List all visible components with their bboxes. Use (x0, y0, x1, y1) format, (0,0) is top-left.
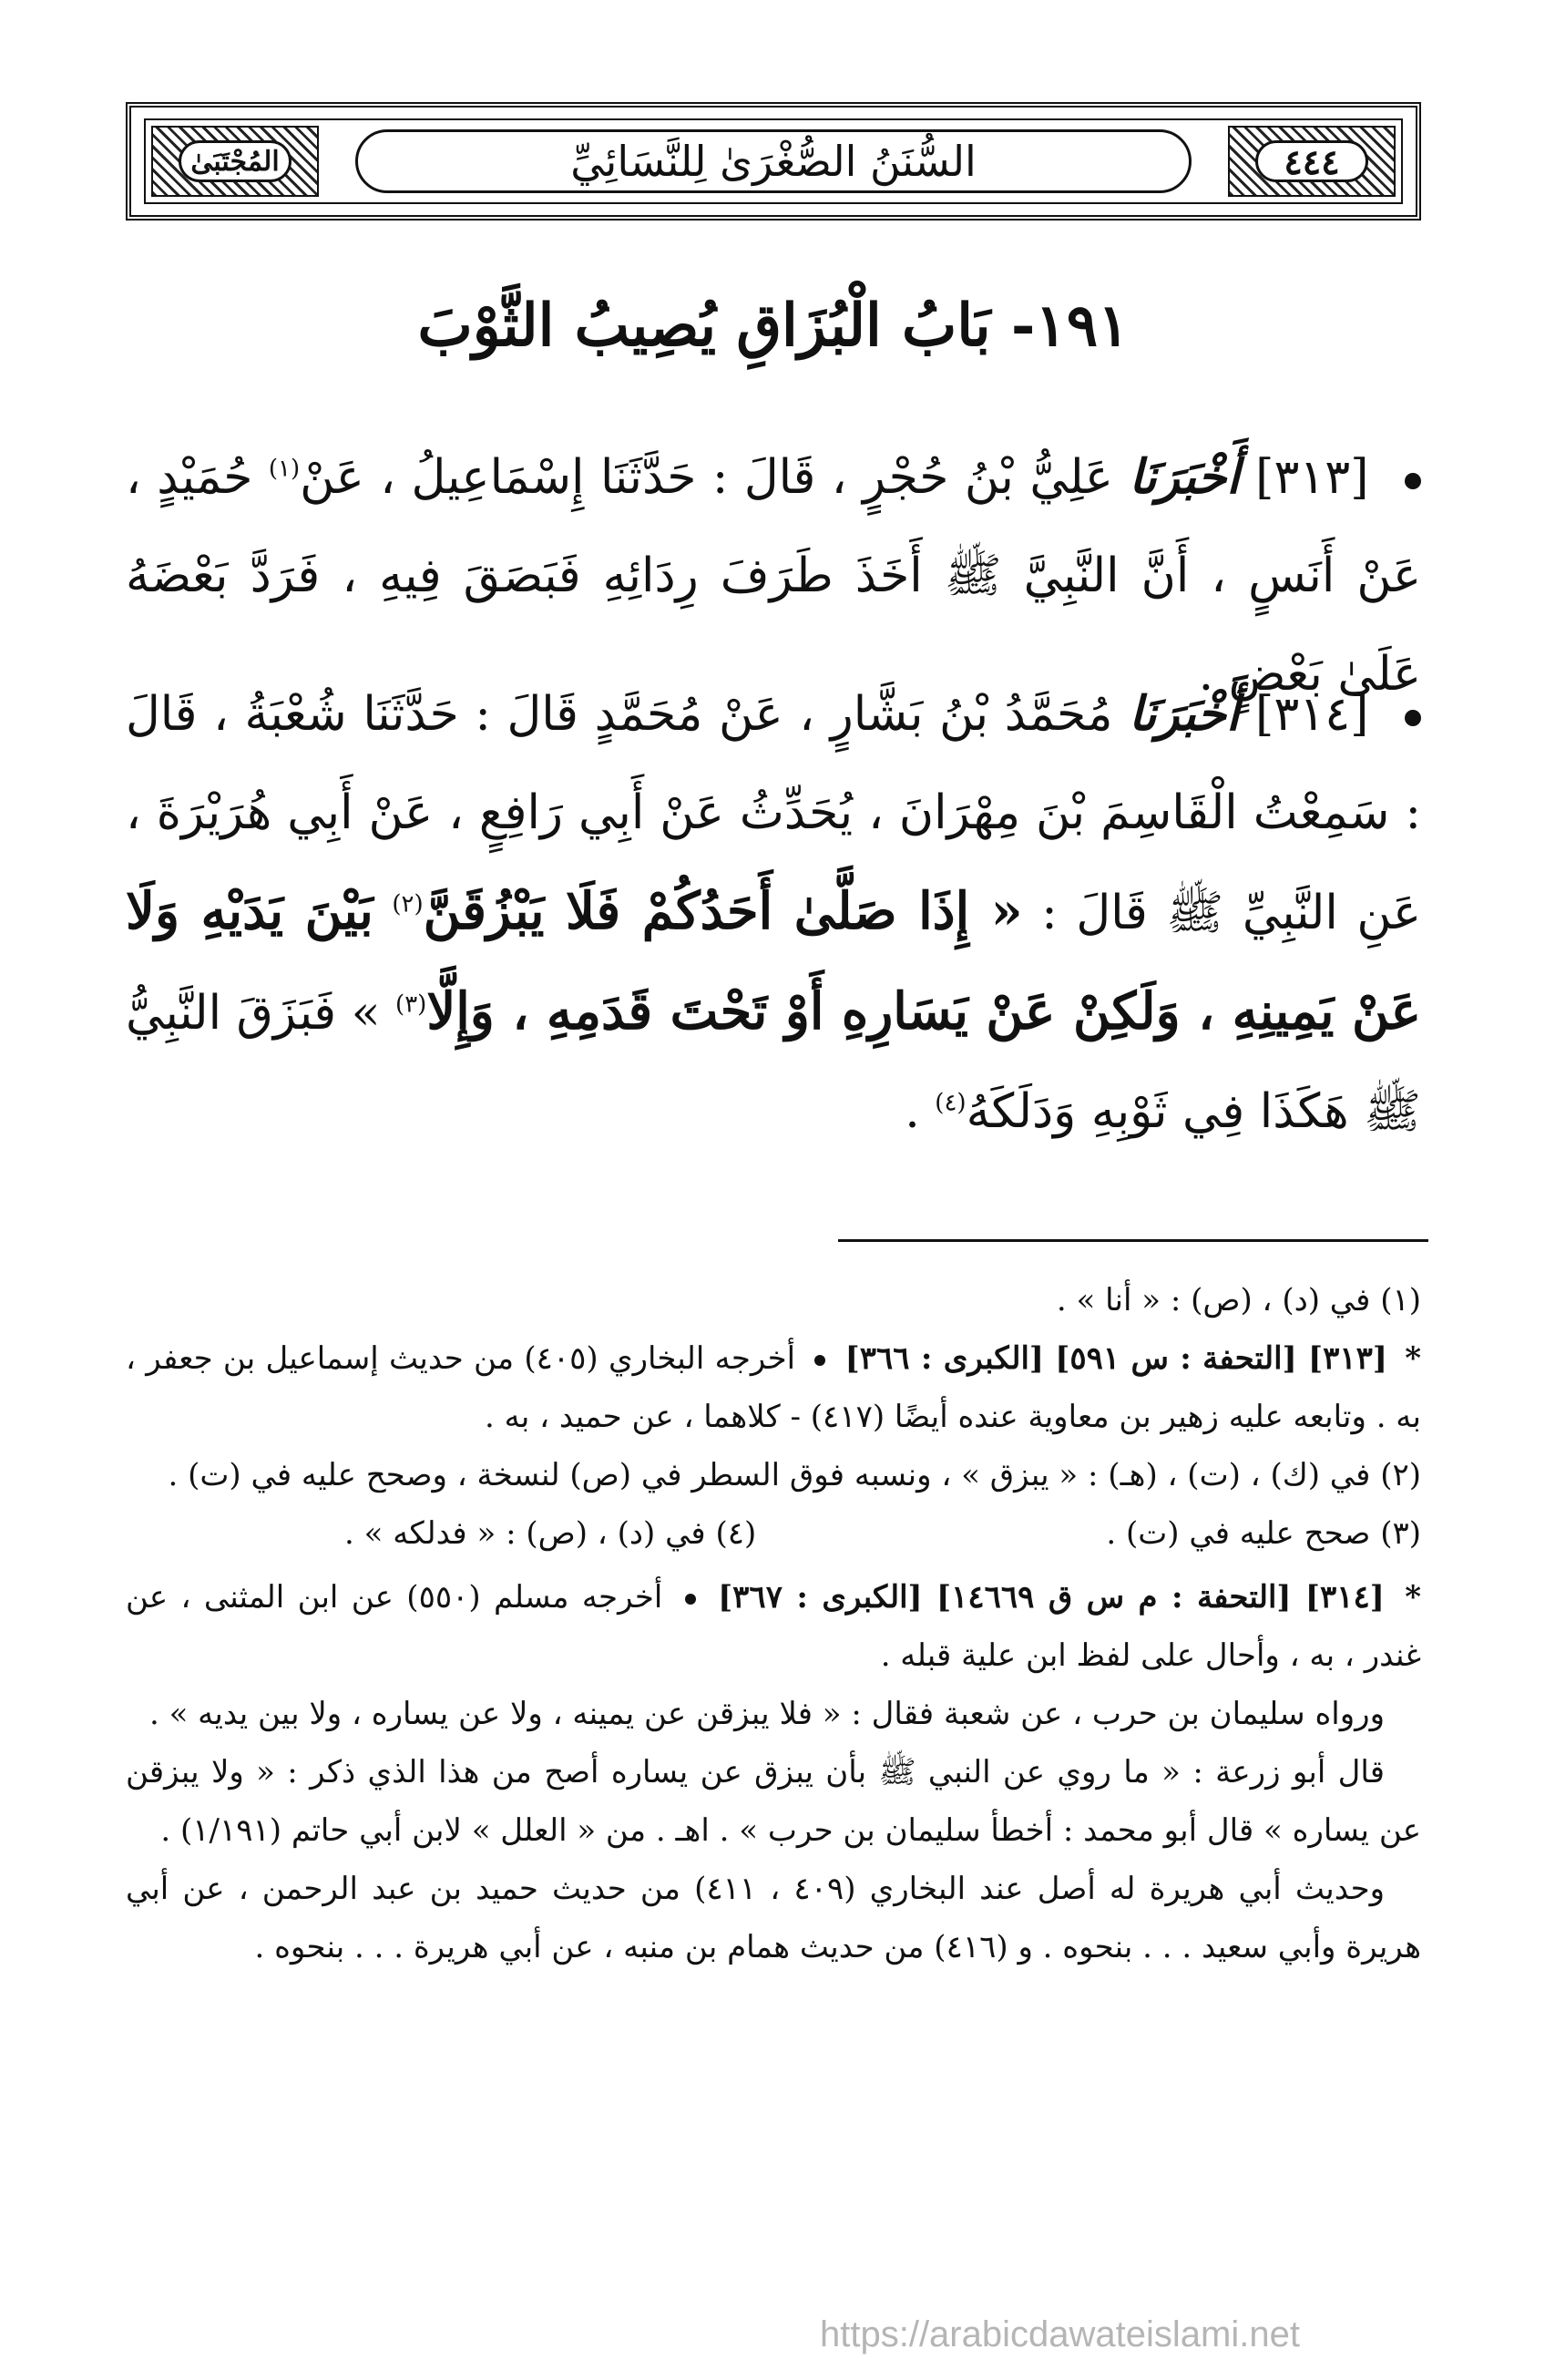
takhrij-313 (126, 1329, 1421, 1446)
bullet-icon (814, 1355, 825, 1366)
hadith-ref: [٣١٣] (1255, 450, 1369, 505)
takhrij-ref: [٣١٤] [التحفة : م س ق ١٤٦٦٩] [الكبرى : ٣٦٧] (718, 1579, 1385, 1616)
footnotes-3-4 (126, 1504, 1421, 1563)
hadith-lead: أَخْبَرَنَا (1129, 449, 1240, 505)
footnote-3: (٣) صحح عليه في (ت) . (1106, 1515, 1421, 1552)
footnote-divider (838, 1239, 1428, 1242)
hadith-text: حُمَيْدٍ ، عَنْ أَنَسٍ ، أَنَّ النَّبِيَّ ﷺ أَخَذَ طَرَفَ رِدَائِهِ فَبَصَقَ فِيهِ ، فَرَدَّ بَعْضَهُ عَلَىٰ بَعْضٍ . (126, 450, 1421, 702)
book-title: السُّنَنُ الصُّغْرَىٰ لِلنَّسَائِيِّ (355, 129, 1192, 193)
footnote-marker: (٣) (395, 990, 427, 1019)
footnote-4: (٤) في (د) ، (ص) : « فدلكه » . (344, 1515, 757, 1552)
hadith-314 (126, 665, 1421, 1161)
footnote-marker: (٤) (935, 1089, 967, 1117)
hadith-ref: [٣١٤] (1255, 687, 1369, 742)
takhrij-text: أخرجه البخاري (٤٠٥) من حديث إسماعيل بن جعفر ، به . وتابعه عليه زهير بن معاوية عنده أيضًا (٤١٧) - كلاهما ، عن حميد ، به . (126, 1340, 1421, 1435)
chapter-title: ١٩١- بَابُ الْبُزَاقِ يُصِيبُ الثَّوْبَ (417, 292, 1130, 360)
header-frame (144, 118, 1403, 204)
takhrij-paragraph: قال أبو زرعة : « ما روي عن النبي ﷺ بأن يبزق عن يساره أصح من هذا الذي ذكر : « ولا يبزقن عن يساره » قال أبو محمد : أخطأ سليمان بن حرب » . اهـ . من « العلل » لابن أبي حاتم (١/١٩١) . (126, 1754, 1421, 1849)
bullet-icon (1405, 473, 1421, 489)
footnote-marker: (١) (268, 455, 301, 483)
footnote-1: (١) في (د) ، (ص) : « أنا » . (1056, 1282, 1421, 1318)
hadith-text: » فَبَزَقَ النَّبِيُّ ﷺ هَكَذَا فِي ثَوْبِهِ وَدَلَكَهُ (126, 986, 1421, 1139)
emblem-ornament (151, 126, 319, 197)
hadith-text: مُحَمَّدُ بْنُ بَشَّارٍ ، عَنْ مُحَمَّدٍ قَالَ : حَدَّثَنَا شُعْبَةُ ، قَالَ : سَمِعْتُ الْقَاسِمَ بْنَ مِهْرَانَ ، يُحَدِّثُ عَنْ أَبِي رَافِعٍ ، عَنْ أَبِي هُرَيْرَةَ ، عَنِ النَّبِيِّ ﷺ قَالَ : (126, 687, 1422, 940)
footnotes (126, 1271, 1421, 1976)
takhrij-paragraph: وحديث أبي هريرة له أصل عند البخاري (٤٠٩ ، ٤١١) من حديث حميد بن عبد الرحمن ، عن أبي هريرة وأبي سعيد . . . بنحوه . و (٤١٦) من حديث همام بن منبه ، عن أبي هريرة . . . بنحوه . (126, 1871, 1421, 1965)
page-number: ٤٤٤ (1255, 140, 1368, 182)
hadith-text: عَلِيُّ بْنُ حُجْرٍ ، قَالَ : حَدَّثَنَا إِسْمَاعِيلُ ، عَنْ (300, 450, 1113, 505)
takhrij-ref: [٣١٣] [التحفة : س ٥٩١] [الكبرى : ٣٦٦] (844, 1340, 1387, 1377)
star-icon: * (1405, 1340, 1422, 1377)
page-number-ornament (1228, 126, 1396, 197)
bullet-icon (685, 1594, 696, 1605)
prophetic-quote: « إِذَا صَلَّىٰ أَحَدُكُمْ فَلَا يَبْزُقَنَّ (423, 881, 1023, 941)
footnote-marker: (٢) (392, 890, 424, 918)
emblem-text: المُجْتَبَىٰ (179, 140, 292, 182)
star-icon: * (1405, 1579, 1422, 1616)
bullet-icon (1405, 710, 1421, 726)
hadith-text: . (905, 1084, 920, 1139)
takhrij-text: أخرجه مسلم (٥٥٠) عن ابن المثنى ، عن غندر ، به ، وأحال على لفظ ابن علية قبله . (126, 1579, 1421, 1674)
prophetic-quote: بَيْنَ يَدَيْهِ وَلَا عَنْ يَمِينِهِ ، وَلَكِنْ عَنْ يَسَارِهِ أَوْ تَحْتَ قَدَمِهِ ، وَإِلَّا (126, 881, 1422, 1041)
page-header (126, 102, 1421, 221)
watermark: https://arabicdawateislami.net (820, 2314, 1300, 2354)
takhrij-paragraph: ورواه سليمان بن حرب ، عن شعبة فقال : « فلا يبزقن عن يمينه ، ولا عن يساره ، ولا بين يديه » . (148, 1696, 1385, 1732)
hadith-lead: أَخْبَرَنَا (1129, 686, 1240, 742)
footnote-2: (٢) في (ك) ، (ت) ، (هـ) : « يبزق » ، ونسبه فوق السطر في (ص) لنسخة ، وصحح عليه في (ت) . (168, 1457, 1421, 1493)
takhrij-314 (126, 1568, 1421, 1685)
